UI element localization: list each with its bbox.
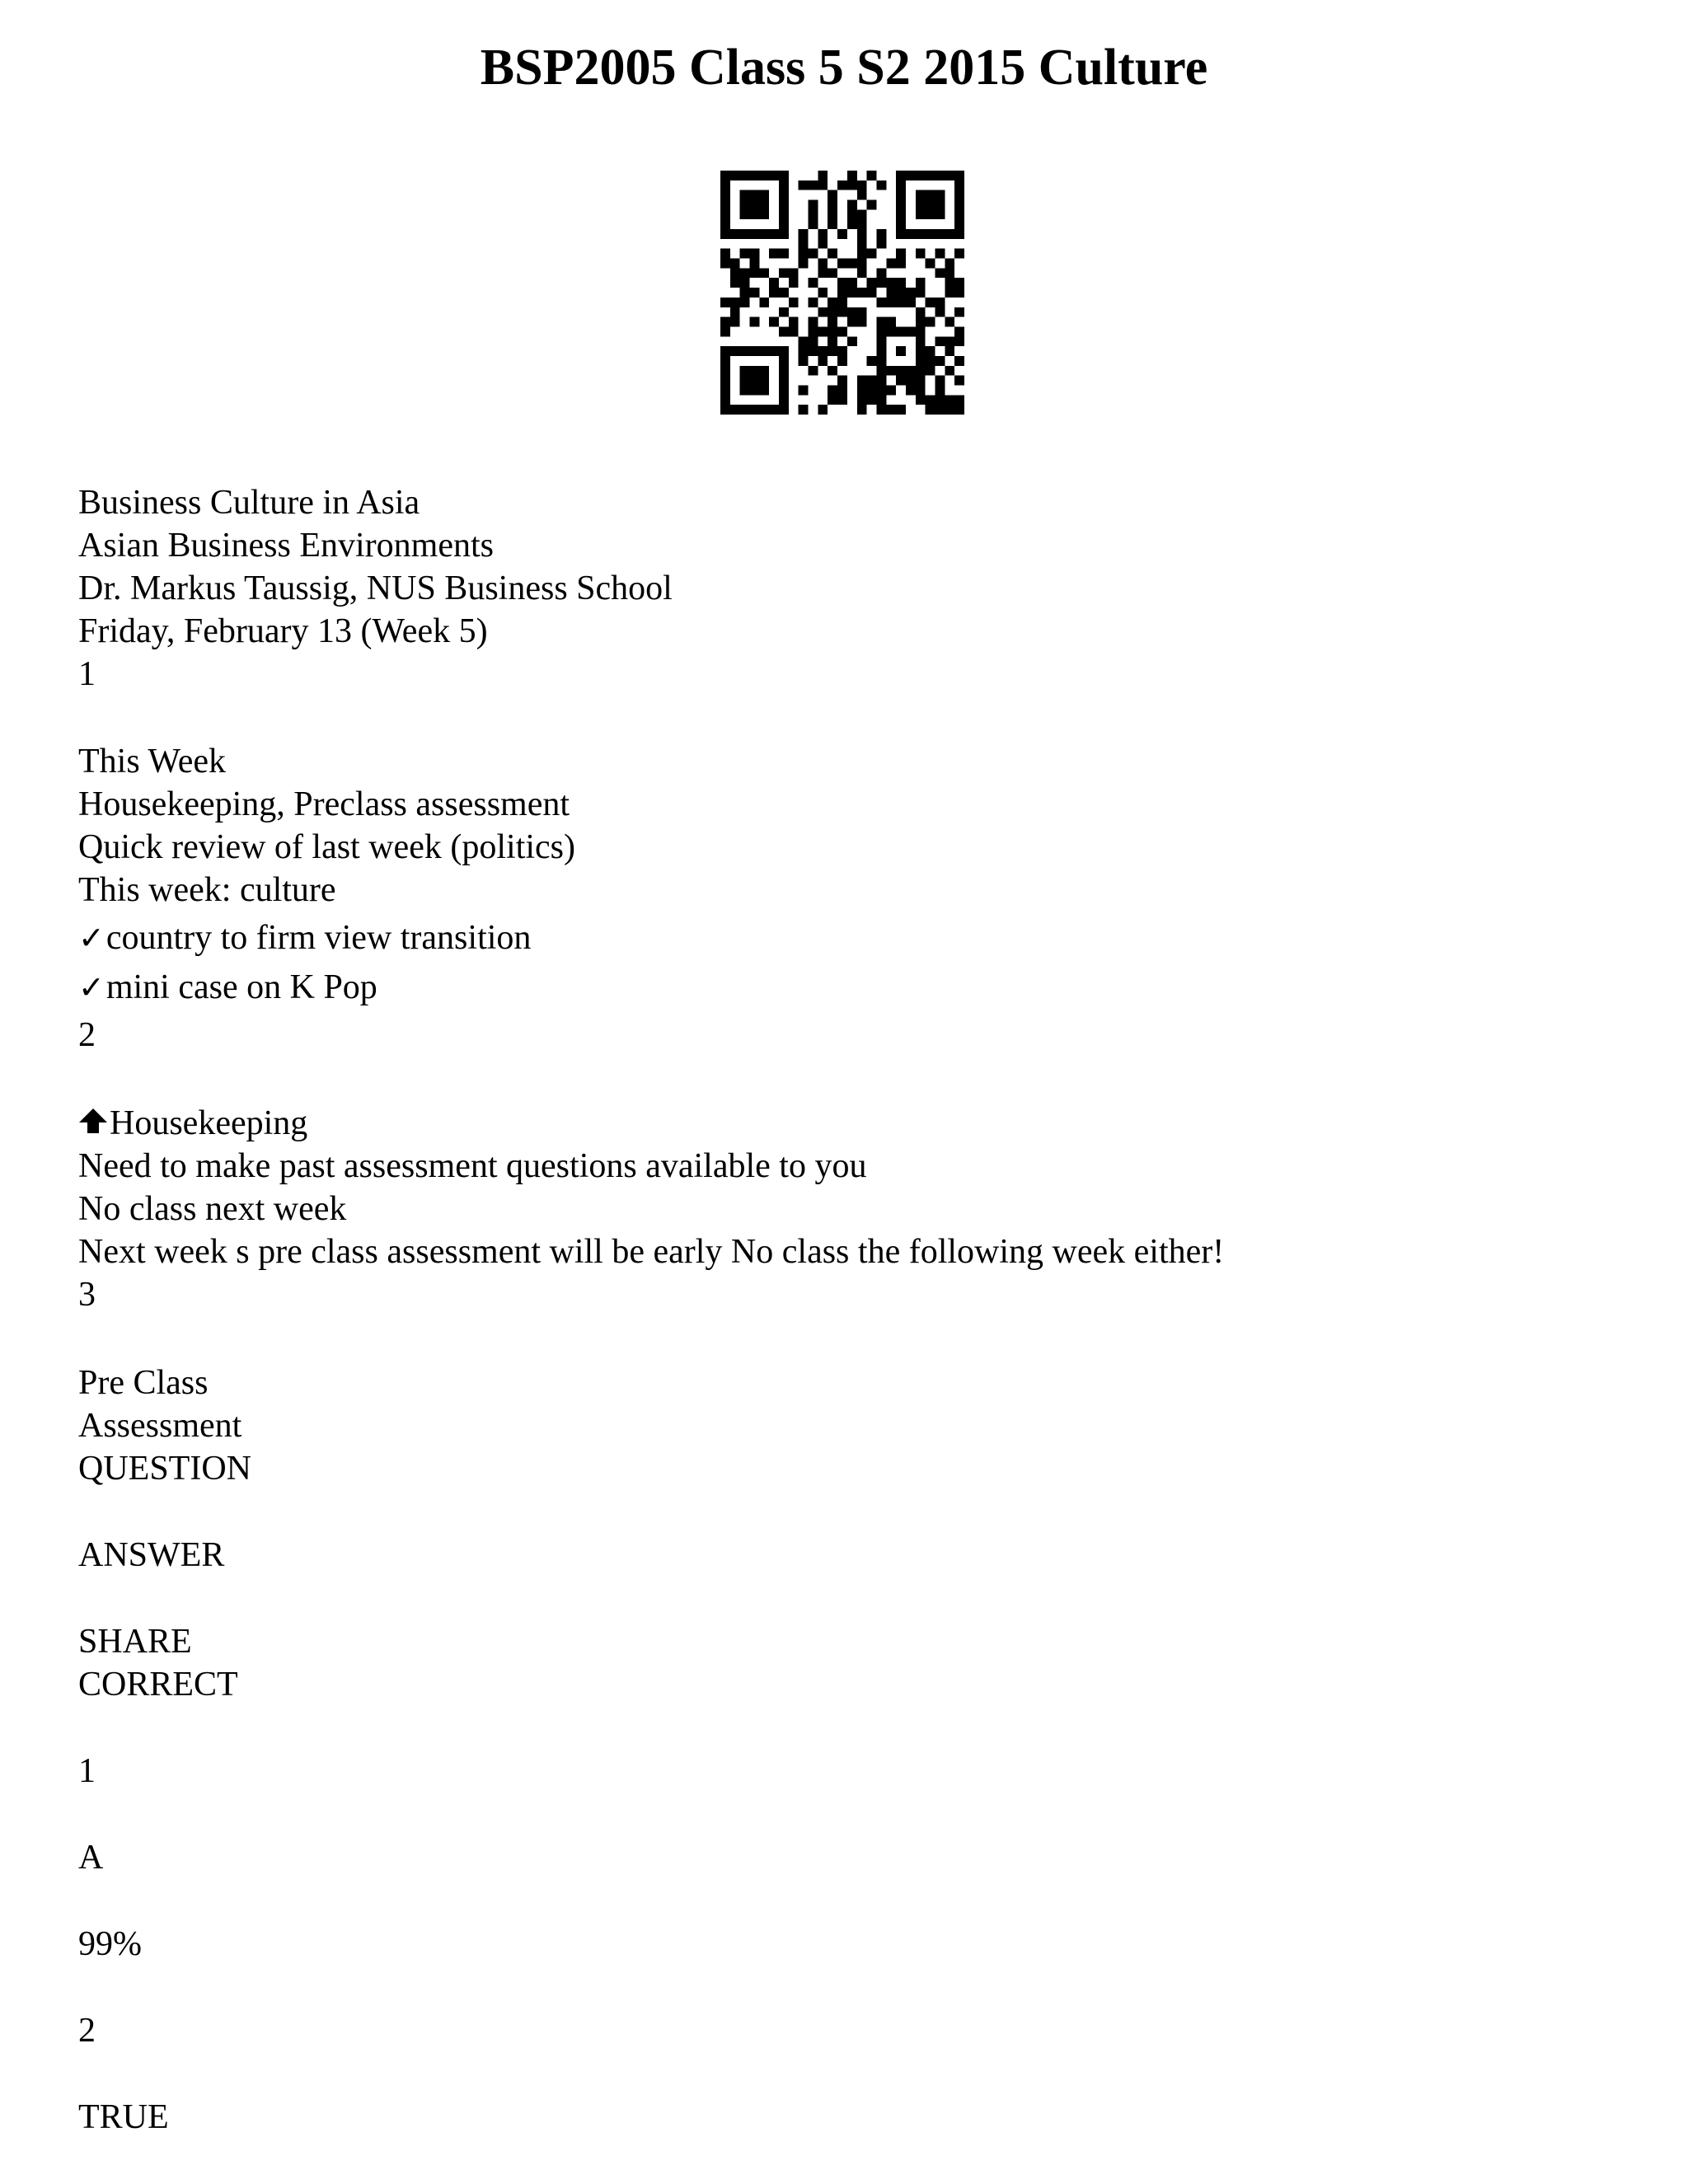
assessment-row1-share: 99% bbox=[78, 1925, 142, 1963]
slide2-line1: This Week bbox=[78, 743, 226, 780]
slide3-heading bbox=[78, 1102, 307, 1145]
qr-code bbox=[720, 171, 964, 415]
slide1-line2: Asian Business Environments bbox=[78, 527, 494, 565]
assessment-header-correct: CORRECT bbox=[78, 1666, 238, 1704]
slide2-bullet1 bbox=[78, 916, 531, 959]
slide1-line4: Friday, February 13 (Week 5) bbox=[78, 612, 488, 650]
slide2-line3: Quick review of last week (politics) bbox=[78, 828, 575, 866]
slide2-line2: Housekeeping, Preclass assessment bbox=[78, 785, 570, 823]
slide1-page-number: 1 bbox=[78, 655, 96, 693]
slide1-line1: Business Culture in Asia bbox=[78, 484, 420, 522]
assessment-row1-answer: A bbox=[78, 1839, 104, 1877]
slide2-page-number: 2 bbox=[78, 1016, 96, 1054]
slide3-page-number: 3 bbox=[78, 1276, 96, 1314]
slide3-line1: Need to make past assessment questions available to you bbox=[78, 1147, 867, 1185]
slide1-line3: Dr. Markus Taussig, NUS Business School bbox=[78, 569, 673, 607]
check-mark-icon: ✓ bbox=[78, 920, 105, 956]
assessment-header-share: SHARE bbox=[78, 1623, 192, 1661]
assessment-header-question: QUESTION bbox=[78, 1450, 251, 1488]
slide2-bullet2-text: mini case on K Pop bbox=[106, 968, 377, 1006]
slide3-heading-text: Housekeeping bbox=[110, 1104, 308, 1142]
slide2-bullet2 bbox=[78, 966, 377, 1009]
up-arrow-icon bbox=[78, 1108, 108, 1134]
document-title: BSP2005 Class 5 S2 2015 Culture bbox=[480, 40, 1208, 96]
slide2-line4: This week: culture bbox=[78, 871, 336, 909]
slide4-line2: Assessment bbox=[78, 1407, 242, 1445]
check-mark-icon: ✓ bbox=[78, 969, 105, 1005]
assessment-row1-question: 1 bbox=[78, 1752, 96, 1790]
assessment-row2-question: 2 bbox=[78, 2012, 96, 2050]
slide3-line2: No class next week bbox=[78, 1190, 347, 1228]
slide4-line1: Pre Class bbox=[78, 1364, 209, 1402]
assessment-row2-answer: TRUE bbox=[78, 2098, 169, 2136]
slide2-bullet1-text: country to firm view transition bbox=[106, 919, 532, 957]
slide3-line3: Next week s pre class assessment will be early No class the following week either! bbox=[78, 1233, 1225, 1271]
assessment-header-answer: ANSWER bbox=[78, 1536, 225, 1574]
